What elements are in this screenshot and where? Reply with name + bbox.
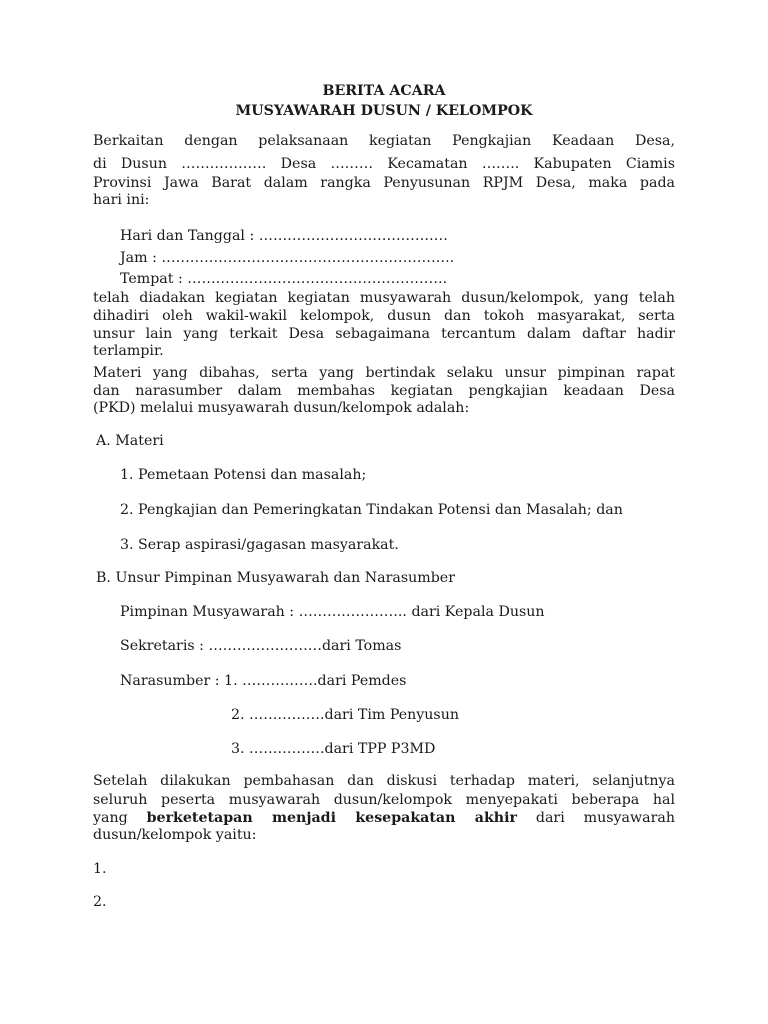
closing-emphasis: berketetapan menjadi kesepakatan akhir bbox=[146, 810, 517, 826]
narasumber-field: Narasumber : 1. …………….dari Pemdes bbox=[120, 673, 407, 689]
closing-line: seluruh peserta musyawarah dusun/kelompok menyepakati beberapa hal bbox=[93, 792, 675, 808]
intro-line: Provinsi Jawa Barat dalam rangka Penyusunan RPJM Desa, maka pada bbox=[93, 175, 675, 191]
section-a-item: 1. Pemetaan Potensi dan masalah; bbox=[120, 467, 367, 483]
document-title: BERITA ACARA bbox=[322, 83, 446, 99]
field-jam: Jam : …………………………………………………….. bbox=[120, 250, 455, 266]
attendance-line: terlampir. bbox=[93, 343, 164, 359]
closing-line bbox=[93, 809, 675, 828]
closing-text: yang bbox=[93, 810, 128, 826]
agreement-number: 1. bbox=[93, 861, 107, 877]
section-b-heading: B. Unsur Pimpinan Musyawarah dan Narasumber bbox=[96, 570, 455, 586]
field-tempat: Tempat : ………………………………………………. bbox=[120, 271, 448, 287]
narasumber-field: 2. …………….dari Tim Penyusun bbox=[231, 707, 459, 723]
attendance-line: dihadiri oleh wakil-wakil kelompok, dusun dan tokoh masyarakat, serta bbox=[93, 308, 675, 324]
closing-text: dari musyawarah bbox=[535, 810, 675, 826]
agreement-number: 2. bbox=[93, 894, 107, 910]
field-hari-tanggal: Hari dan Tanggal : …………………………………. bbox=[120, 228, 448, 244]
materi-intro-line: (PKD) melalui musyawarah dusun/kelompok adalah: bbox=[93, 400, 470, 416]
intro-line: hari ini: bbox=[93, 192, 150, 208]
narasumber-field: 3. …………….dari TPP P3MD bbox=[231, 741, 436, 757]
document-subtitle: MUSYAWARAH DUSUN / KELOMPOK bbox=[235, 103, 533, 119]
closing-line: dusun/kelompok yaitu: bbox=[93, 827, 257, 843]
sekretaris-field: Sekretaris : ……………………dari Tomas bbox=[120, 638, 402, 654]
intro-line: di Dusun ……………… Desa ……… Kecamatan …….. Kabupaten Ciamis bbox=[93, 156, 675, 172]
section-a-heading: A. Materi bbox=[96, 433, 164, 449]
section-a-item: 3. Serap aspirasi/gagasan masyarakat. bbox=[120, 537, 399, 553]
intro-line: Berkaitan dengan pelaksanaan kegiatan Pengkajian Keadaan Desa, bbox=[93, 133, 675, 149]
attendance-line: unsur lain yang terkait Desa sebagaimana tercantum dalam daftar hadir bbox=[93, 326, 675, 342]
materi-intro-line: Materi yang dibahas, serta yang bertindak selaku unsur pimpinan rapat bbox=[93, 365, 675, 381]
closing-line: Setelah dilakukan pembahasan dan diskusi terhadap materi, selanjutnya bbox=[93, 773, 675, 789]
materi-intro-line: dan narasumber dalam membahas kegiatan pengkajian keadaan Desa bbox=[93, 383, 675, 399]
attendance-line: telah diadakan kegiatan kegiatan musyawarah dusun/kelompok, yang telah bbox=[93, 290, 675, 306]
pimpinan-field: Pimpinan Musyawarah : ………………….. dari Kepala Dusun bbox=[120, 604, 545, 620]
section-a-item: 2. Pengkajian dan Pemeringkatan Tindakan Potensi dan Masalah; dan bbox=[120, 502, 623, 518]
